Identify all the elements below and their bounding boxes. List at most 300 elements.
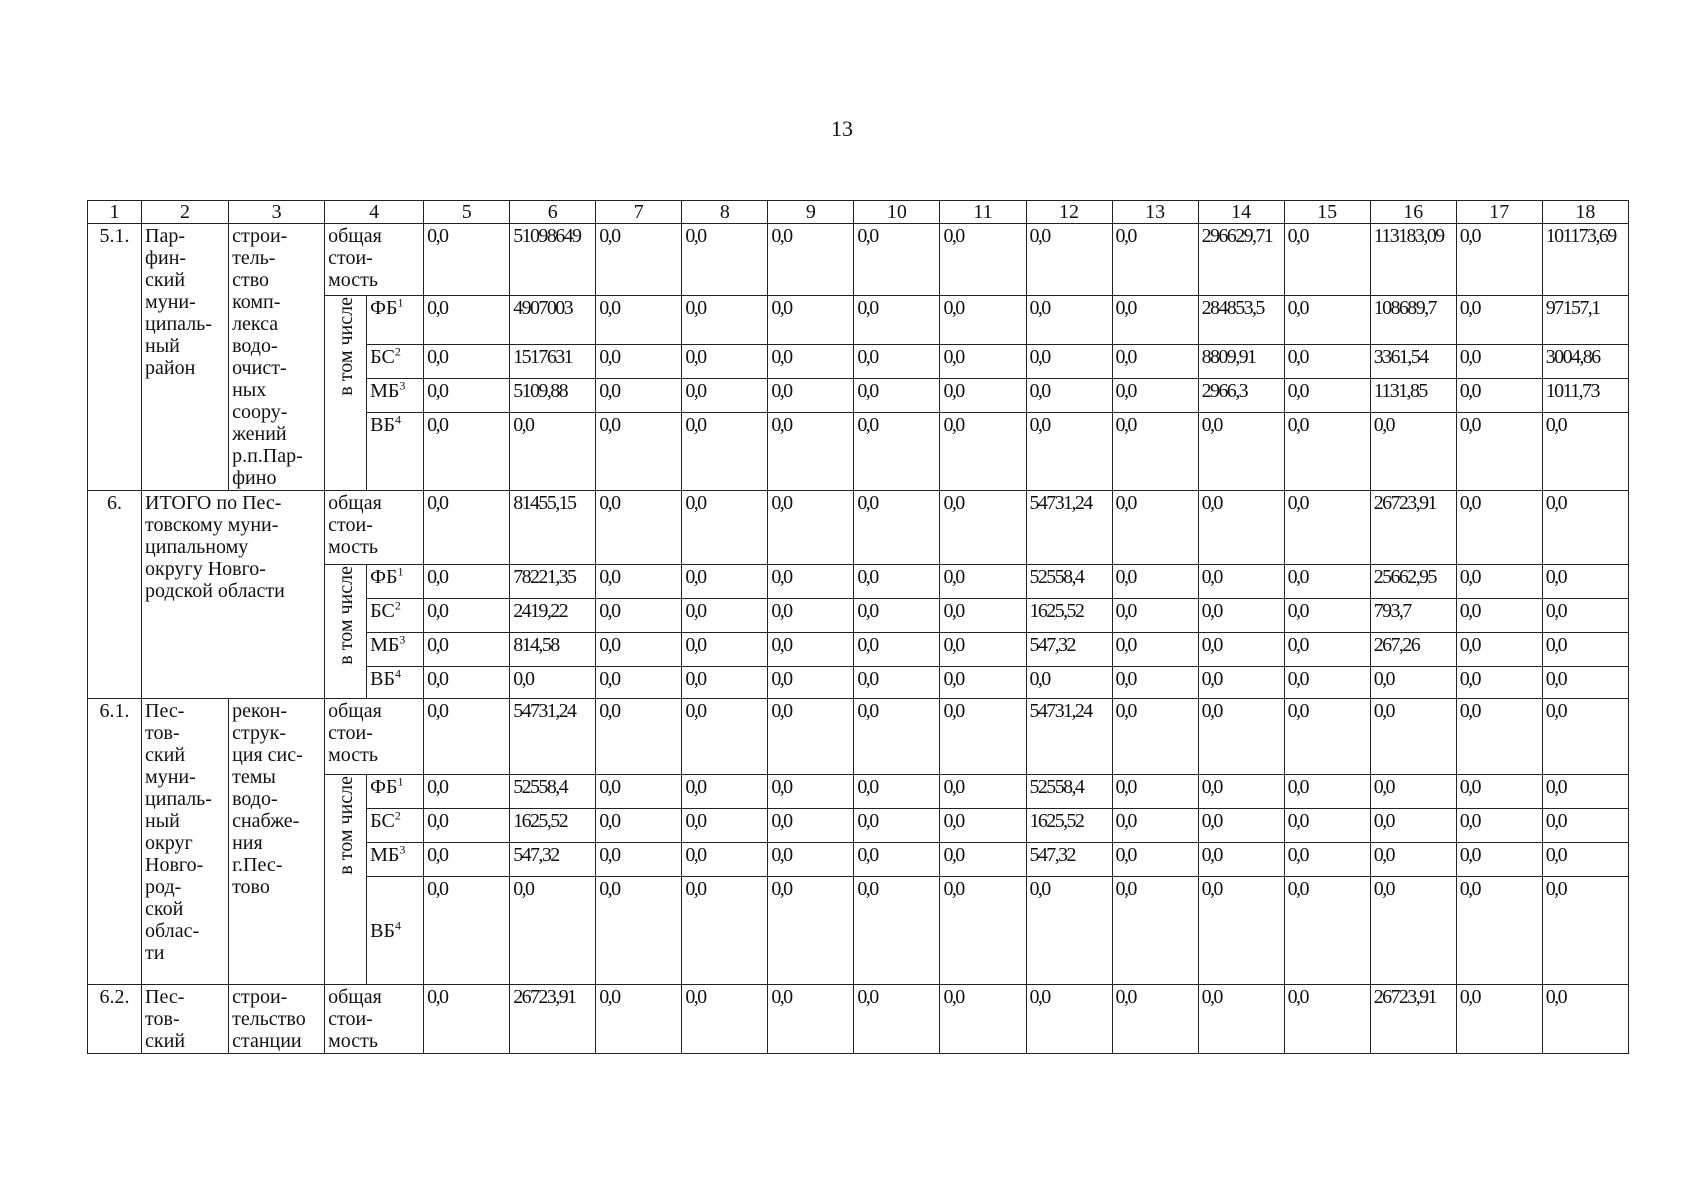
total-row bbox=[88, 985, 1629, 1054]
value-cell: 0,0 bbox=[1198, 667, 1284, 699]
value-cell: 0,0 bbox=[1198, 633, 1284, 667]
fund-name: МБ bbox=[370, 380, 400, 402]
municipality-name: Пес- тов- ский муни- ципаль- ный округ Новго- род- ской облас- ти bbox=[142, 699, 229, 985]
value-cell: 0,0 bbox=[1542, 633, 1628, 667]
value-cell: 0,0 bbox=[682, 491, 768, 565]
column-number-header: 1 bbox=[88, 201, 142, 224]
value-cell: 51098649 bbox=[510, 224, 596, 296]
value-cell: 0,0 bbox=[1542, 775, 1628, 809]
value-cell: 814,58 bbox=[510, 633, 596, 667]
financing-table bbox=[87, 200, 1629, 1054]
fund-name: МБ bbox=[370, 844, 400, 866]
fund-label bbox=[367, 413, 424, 491]
value-cell: 0,0 bbox=[510, 667, 596, 699]
column-number-header: 17 bbox=[1456, 201, 1542, 224]
value-cell: 547,32 bbox=[510, 843, 596, 877]
fund-name: ВБ bbox=[370, 668, 395, 690]
value-cell: 0,0 bbox=[1026, 379, 1112, 413]
value-cell: 0,0 bbox=[424, 224, 510, 296]
value-cell: 0,0 bbox=[768, 877, 854, 985]
value-cell: 0,0 bbox=[1456, 985, 1542, 1054]
value-cell: 0,0 bbox=[596, 224, 682, 296]
value-cell: 0,0 bbox=[1284, 345, 1370, 379]
value-cell: 267,26 bbox=[1370, 633, 1456, 667]
value-cell: 0,0 bbox=[1542, 413, 1628, 491]
value-cell: 0,0 bbox=[1370, 699, 1456, 775]
fund-name: ВБ bbox=[370, 919, 395, 942]
value-cell: 0,0 bbox=[940, 413, 1026, 491]
value-cell: 0,0 bbox=[1198, 699, 1284, 775]
value-cell: 0,0 bbox=[940, 565, 1026, 599]
value-cell: 0,0 bbox=[1026, 224, 1112, 296]
value-cell: 0,0 bbox=[1370, 877, 1456, 985]
value-cell: 0,0 bbox=[1456, 699, 1542, 775]
fund-name: ФБ bbox=[370, 776, 398, 798]
fund-label bbox=[367, 599, 424, 633]
value-cell: 0,0 bbox=[682, 224, 768, 296]
value-cell: 0,0 bbox=[682, 985, 768, 1054]
fund-name: БС bbox=[370, 600, 395, 622]
value-cell: 0,0 bbox=[854, 775, 940, 809]
fund-name: ФБ bbox=[370, 566, 398, 588]
total-row bbox=[88, 491, 1629, 565]
value-cell: 0,0 bbox=[1112, 667, 1198, 699]
value-cell: 0,0 bbox=[682, 877, 768, 985]
value-cell: 0,0 bbox=[1456, 345, 1542, 379]
column-number-header: 18 bbox=[1542, 201, 1628, 224]
value-cell: 0,0 bbox=[682, 633, 768, 667]
item-number: 6. bbox=[88, 491, 142, 699]
fund-footnote: 4 bbox=[394, 412, 401, 427]
value-cell: 8809,91 bbox=[1198, 345, 1284, 379]
fund-footnote: 2 bbox=[394, 808, 401, 823]
value-cell: 0,0 bbox=[1198, 599, 1284, 633]
value-cell: 0,0 bbox=[940, 491, 1026, 565]
value-cell: 296629,71 bbox=[1198, 224, 1284, 296]
value-cell: 284853,5 bbox=[1198, 296, 1284, 345]
value-cell: 547,32 bbox=[1026, 843, 1112, 877]
value-cell: 0,0 bbox=[940, 379, 1026, 413]
value-cell: 0,0 bbox=[854, 985, 940, 1054]
including-text: в том числе bbox=[334, 776, 357, 875]
value-cell: 0,0 bbox=[768, 633, 854, 667]
column-number-header: 2 bbox=[142, 201, 229, 224]
value-cell: 0,0 bbox=[682, 565, 768, 599]
value-cell: 0,0 bbox=[854, 379, 940, 413]
value-cell: 0,0 bbox=[682, 296, 768, 345]
fund-name: БС bbox=[370, 810, 395, 832]
value-cell: 0,0 bbox=[940, 843, 1026, 877]
value-cell: 81455,15 bbox=[510, 491, 596, 565]
value-cell: 0,0 bbox=[1542, 699, 1628, 775]
value-cell: 0,0 bbox=[1198, 491, 1284, 565]
value-cell: 0,0 bbox=[682, 599, 768, 633]
project-name: строи- тель- ство комп- лекса водо- очист- ных соору- жений р.п.Пар- фино bbox=[229, 224, 325, 491]
column-number-header: 8 bbox=[682, 201, 768, 224]
value-cell: 0,0 bbox=[596, 985, 682, 1054]
value-cell: 5109,88 bbox=[510, 379, 596, 413]
column-number-header: 13 bbox=[1112, 201, 1198, 224]
value-cell: 0,0 bbox=[1112, 224, 1198, 296]
value-cell: 0,0 bbox=[940, 296, 1026, 345]
value-cell: 0,0 bbox=[596, 775, 682, 809]
value-cell: 97157,1 bbox=[1542, 296, 1628, 345]
column-number-header: 12 bbox=[1026, 201, 1112, 224]
value-cell: 0,0 bbox=[1456, 843, 1542, 877]
value-cell: 0,0 bbox=[1026, 985, 1112, 1054]
fund-name: ФБ bbox=[370, 297, 398, 319]
value-cell: 0,0 bbox=[1456, 633, 1542, 667]
column-number-header: 4 bbox=[325, 201, 424, 224]
value-cell: 0,0 bbox=[1026, 345, 1112, 379]
value-cell: 0,0 bbox=[768, 224, 854, 296]
value-cell: 0,0 bbox=[1112, 775, 1198, 809]
value-cell: 0,0 bbox=[1284, 599, 1370, 633]
fund-label bbox=[367, 775, 424, 809]
value-cell: 1625,52 bbox=[510, 809, 596, 843]
value-cell: 0,0 bbox=[424, 565, 510, 599]
value-cell: 78221,35 bbox=[510, 565, 596, 599]
value-cell: 0,0 bbox=[1456, 413, 1542, 491]
value-cell: 0,0 bbox=[682, 667, 768, 699]
value-cell: 1625,52 bbox=[1026, 599, 1112, 633]
page-number: 13 bbox=[831, 116, 853, 141]
value-cell: 0,0 bbox=[854, 296, 940, 345]
fund-footnote: 3 bbox=[399, 842, 406, 857]
value-cell: 0,0 bbox=[1284, 491, 1370, 565]
value-cell: 0,0 bbox=[1112, 985, 1198, 1054]
value-cell: 0,0 bbox=[854, 413, 940, 491]
value-cell: 0,0 bbox=[510, 877, 596, 985]
value-cell: 0,0 bbox=[768, 491, 854, 565]
fund-footnote: 1 bbox=[397, 774, 404, 789]
column-number-header: 16 bbox=[1370, 201, 1456, 224]
value-cell: 54731,24 bbox=[1026, 699, 1112, 775]
value-cell: 0,0 bbox=[768, 699, 854, 775]
value-cell: 101173,69 bbox=[1542, 224, 1628, 296]
fund-label bbox=[367, 565, 424, 599]
value-cell: 0,0 bbox=[682, 843, 768, 877]
value-cell: 26723,91 bbox=[1370, 491, 1456, 565]
fund-label bbox=[367, 877, 424, 985]
value-cell: 1011,73 bbox=[1542, 379, 1628, 413]
value-cell: 0,0 bbox=[1284, 379, 1370, 413]
value-cell: 0,0 bbox=[768, 565, 854, 599]
value-cell: 54731,24 bbox=[1026, 491, 1112, 565]
value-cell: 0,0 bbox=[854, 633, 940, 667]
value-cell: 0,0 bbox=[1542, 843, 1628, 877]
total-row bbox=[88, 224, 1629, 296]
value-cell: 0,0 bbox=[1198, 809, 1284, 843]
value-cell: 0,0 bbox=[1198, 775, 1284, 809]
fund-name: МБ bbox=[370, 634, 400, 656]
value-cell: 0,0 bbox=[1284, 985, 1370, 1054]
including-label bbox=[325, 565, 367, 699]
value-cell: 4907003 bbox=[510, 296, 596, 345]
column-number-header: 11 bbox=[940, 201, 1026, 224]
value-cell: 0,0 bbox=[1284, 699, 1370, 775]
fund-label bbox=[367, 809, 424, 843]
column-number-header: 7 bbox=[596, 201, 682, 224]
column-number-header: 9 bbox=[768, 201, 854, 224]
value-cell: 0,0 bbox=[596, 379, 682, 413]
total-cost-label: общая стои- мость bbox=[325, 985, 424, 1054]
value-cell: 0,0 bbox=[1456, 667, 1542, 699]
value-cell: 0,0 bbox=[596, 667, 682, 699]
value-cell: 0,0 bbox=[768, 985, 854, 1054]
value-cell: 0,0 bbox=[596, 699, 682, 775]
value-cell: 0,0 bbox=[596, 599, 682, 633]
value-cell: 0,0 bbox=[682, 379, 768, 413]
value-cell: 0,0 bbox=[1198, 877, 1284, 985]
value-cell: 0,0 bbox=[424, 413, 510, 491]
value-cell: 0,0 bbox=[1456, 809, 1542, 843]
value-cell: 0,0 bbox=[1370, 413, 1456, 491]
column-number-header: 10 bbox=[854, 201, 940, 224]
including-text: в том числе bbox=[334, 297, 357, 396]
value-cell: 0,0 bbox=[596, 877, 682, 985]
value-cell: 0,0 bbox=[768, 413, 854, 491]
total-cost-label: общая стои- мость bbox=[325, 699, 424, 775]
value-cell: 0,0 bbox=[596, 491, 682, 565]
item-name: ИТОГО по Пес- товскому муни- ципальному округу Новго- родской области bbox=[142, 491, 325, 699]
value-cell: 0,0 bbox=[424, 843, 510, 877]
project-name: строи- тельство станции bbox=[229, 985, 325, 1054]
value-cell: 0,0 bbox=[682, 775, 768, 809]
value-cell: 26723,91 bbox=[1370, 985, 1456, 1054]
value-cell: 0,0 bbox=[1456, 491, 1542, 565]
value-cell: 2966,3 bbox=[1198, 379, 1284, 413]
column-number-header: 5 bbox=[424, 201, 510, 224]
value-cell: 0,0 bbox=[1542, 985, 1628, 1054]
fund-label bbox=[367, 345, 424, 379]
value-cell: 0,0 bbox=[854, 843, 940, 877]
value-cell: 0,0 bbox=[682, 413, 768, 491]
fund-label bbox=[367, 296, 424, 345]
value-cell: 0,0 bbox=[424, 296, 510, 345]
value-cell: 0,0 bbox=[940, 985, 1026, 1054]
value-cell: 0,0 bbox=[854, 699, 940, 775]
value-cell: 0,0 bbox=[424, 345, 510, 379]
project-name: рекон- струк- ция сис- темы водо- снабже- ния г.Пес- тово bbox=[229, 699, 325, 985]
value-cell: 0,0 bbox=[596, 809, 682, 843]
value-cell: 0,0 bbox=[1284, 877, 1370, 985]
value-cell: 1517631 bbox=[510, 345, 596, 379]
value-cell: 0,0 bbox=[1112, 345, 1198, 379]
value-cell: 0,0 bbox=[940, 667, 1026, 699]
value-cell: 0,0 bbox=[596, 843, 682, 877]
value-cell: 547,32 bbox=[1026, 633, 1112, 667]
value-cell: 2419,22 bbox=[510, 599, 596, 633]
value-cell: 0,0 bbox=[1284, 775, 1370, 809]
value-cell: 0,0 bbox=[1456, 775, 1542, 809]
including-label bbox=[325, 296, 367, 491]
fund-footnote: 1 bbox=[397, 564, 404, 579]
fund-footnote: 3 bbox=[399, 632, 406, 647]
value-cell: 0,0 bbox=[1542, 877, 1628, 985]
value-cell: 52558,4 bbox=[1026, 775, 1112, 809]
value-cell: 0,0 bbox=[854, 565, 940, 599]
value-cell: 0,0 bbox=[424, 599, 510, 633]
value-cell: 3361,54 bbox=[1370, 345, 1456, 379]
value-cell: 0,0 bbox=[596, 633, 682, 667]
total-cost-label: общая стои- мость bbox=[325, 224, 424, 296]
value-cell: 0,0 bbox=[1284, 413, 1370, 491]
value-cell: 0,0 bbox=[940, 699, 1026, 775]
fund-footnote: 4 bbox=[394, 666, 401, 681]
fund-footnote: 2 bbox=[394, 344, 401, 359]
value-cell: 1625,52 bbox=[1026, 809, 1112, 843]
value-cell: 0,0 bbox=[1542, 667, 1628, 699]
column-number-header: 15 bbox=[1284, 201, 1370, 224]
value-cell: 0,0 bbox=[1542, 809, 1628, 843]
value-cell: 0,0 bbox=[1284, 565, 1370, 599]
column-number-header: 3 bbox=[229, 201, 325, 224]
value-cell: 0,0 bbox=[424, 775, 510, 809]
value-cell: 0,0 bbox=[940, 877, 1026, 985]
value-cell: 0,0 bbox=[940, 599, 1026, 633]
value-cell: 0,0 bbox=[940, 345, 1026, 379]
value-cell: 0,0 bbox=[1370, 809, 1456, 843]
value-cell: 0,0 bbox=[1112, 413, 1198, 491]
total-row bbox=[88, 699, 1629, 775]
fund-name: ВБ bbox=[370, 414, 395, 436]
value-cell: 0,0 bbox=[1284, 224, 1370, 296]
value-cell: 108689,7 bbox=[1370, 296, 1456, 345]
value-cell: 113183,09 bbox=[1370, 224, 1456, 296]
value-cell: 0,0 bbox=[854, 224, 940, 296]
value-cell: 0,0 bbox=[1112, 809, 1198, 843]
value-cell: 0,0 bbox=[940, 775, 1026, 809]
value-cell: 0,0 bbox=[768, 345, 854, 379]
item-number: 5.1. bbox=[88, 224, 142, 491]
value-cell: 0,0 bbox=[854, 667, 940, 699]
column-number-header: 6 bbox=[510, 201, 596, 224]
value-cell: 0,0 bbox=[1370, 843, 1456, 877]
value-cell: 0,0 bbox=[1112, 699, 1198, 775]
value-cell: 0,0 bbox=[596, 345, 682, 379]
value-cell: 0,0 bbox=[1112, 296, 1198, 345]
value-cell: 0,0 bbox=[1542, 491, 1628, 565]
value-cell: 0,0 bbox=[1198, 985, 1284, 1054]
value-cell: 25662,95 bbox=[1370, 565, 1456, 599]
value-cell: 0,0 bbox=[768, 775, 854, 809]
column-number-header: 14 bbox=[1198, 201, 1284, 224]
value-cell: 0,0 bbox=[424, 985, 510, 1054]
value-cell: 0,0 bbox=[424, 877, 510, 985]
value-cell: 1131,85 bbox=[1370, 379, 1456, 413]
value-cell: 0,0 bbox=[854, 491, 940, 565]
fund-label bbox=[367, 667, 424, 699]
fund-label bbox=[367, 843, 424, 877]
value-cell: 0,0 bbox=[682, 699, 768, 775]
value-cell: 0,0 bbox=[1112, 491, 1198, 565]
value-cell: 0,0 bbox=[768, 809, 854, 843]
including-label bbox=[325, 775, 367, 985]
value-cell: 0,0 bbox=[682, 809, 768, 843]
value-cell: 0,0 bbox=[1112, 379, 1198, 413]
value-cell: 0,0 bbox=[940, 809, 1026, 843]
value-cell: 0,0 bbox=[940, 224, 1026, 296]
value-cell: 0,0 bbox=[424, 809, 510, 843]
value-cell: 0,0 bbox=[596, 296, 682, 345]
value-cell: 0,0 bbox=[854, 809, 940, 843]
value-cell: 0,0 bbox=[768, 599, 854, 633]
value-cell: 0,0 bbox=[1284, 667, 1370, 699]
item-number: 6.1. bbox=[88, 699, 142, 985]
fund-footnote: 3 bbox=[399, 378, 406, 393]
value-cell: 0,0 bbox=[1284, 296, 1370, 345]
municipality-name: Пес- тов- ский bbox=[142, 985, 229, 1054]
fund-footnote: 1 bbox=[397, 295, 404, 310]
value-cell: 0,0 bbox=[1284, 809, 1370, 843]
value-cell: 0,0 bbox=[1456, 296, 1542, 345]
column-number-row bbox=[88, 201, 1629, 224]
value-cell: 3004,86 bbox=[1542, 345, 1628, 379]
value-cell: 0,0 bbox=[1026, 296, 1112, 345]
value-cell: 0,0 bbox=[1026, 413, 1112, 491]
value-cell: 0,0 bbox=[1026, 877, 1112, 985]
value-cell: 0,0 bbox=[510, 413, 596, 491]
value-cell: 0,0 bbox=[1370, 667, 1456, 699]
value-cell: 0,0 bbox=[1542, 599, 1628, 633]
value-cell: 0,0 bbox=[1198, 565, 1284, 599]
table-body bbox=[88, 201, 1629, 1054]
fund-label bbox=[367, 633, 424, 667]
value-cell: 0,0 bbox=[1370, 775, 1456, 809]
value-cell: 0,0 bbox=[768, 843, 854, 877]
value-cell: 0,0 bbox=[1456, 599, 1542, 633]
value-cell: 0,0 bbox=[682, 345, 768, 379]
value-cell: 0,0 bbox=[424, 699, 510, 775]
value-cell: 0,0 bbox=[1198, 843, 1284, 877]
value-cell: 0,0 bbox=[596, 565, 682, 599]
value-cell: 0,0 bbox=[1112, 633, 1198, 667]
value-cell: 0,0 bbox=[854, 345, 940, 379]
value-cell: 0,0 bbox=[1198, 413, 1284, 491]
fund-footnote: 4 bbox=[394, 917, 401, 932]
value-cell: 0,0 bbox=[424, 633, 510, 667]
value-cell: 0,0 bbox=[424, 667, 510, 699]
fund-label bbox=[367, 379, 424, 413]
value-cell: 0,0 bbox=[424, 491, 510, 565]
value-cell: 0,0 bbox=[1284, 633, 1370, 667]
item-number: 6.2. bbox=[88, 985, 142, 1054]
value-cell: 52558,4 bbox=[510, 775, 596, 809]
fund-footnote: 2 bbox=[394, 598, 401, 613]
fund-name: БС bbox=[370, 346, 395, 368]
value-cell: 0,0 bbox=[424, 379, 510, 413]
value-cell: 0,0 bbox=[1456, 565, 1542, 599]
value-cell: 0,0 bbox=[1284, 843, 1370, 877]
value-cell: 0,0 bbox=[854, 877, 940, 985]
value-cell: 0,0 bbox=[1026, 667, 1112, 699]
value-cell: 0,0 bbox=[1112, 843, 1198, 877]
including-text: в том числе bbox=[334, 566, 357, 665]
value-cell: 0,0 bbox=[1112, 877, 1198, 985]
value-cell: 0,0 bbox=[1112, 599, 1198, 633]
value-cell: 54731,24 bbox=[510, 699, 596, 775]
value-cell: 0,0 bbox=[1542, 565, 1628, 599]
value-cell: 0,0 bbox=[596, 413, 682, 491]
value-cell: 0,0 bbox=[854, 599, 940, 633]
value-cell: 0,0 bbox=[940, 633, 1026, 667]
value-cell: 0,0 bbox=[768, 379, 854, 413]
value-cell: 0,0 bbox=[768, 296, 854, 345]
value-cell: 52558,4 bbox=[1026, 565, 1112, 599]
value-cell: 0,0 bbox=[1456, 877, 1542, 985]
value-cell: 0,0 bbox=[768, 667, 854, 699]
